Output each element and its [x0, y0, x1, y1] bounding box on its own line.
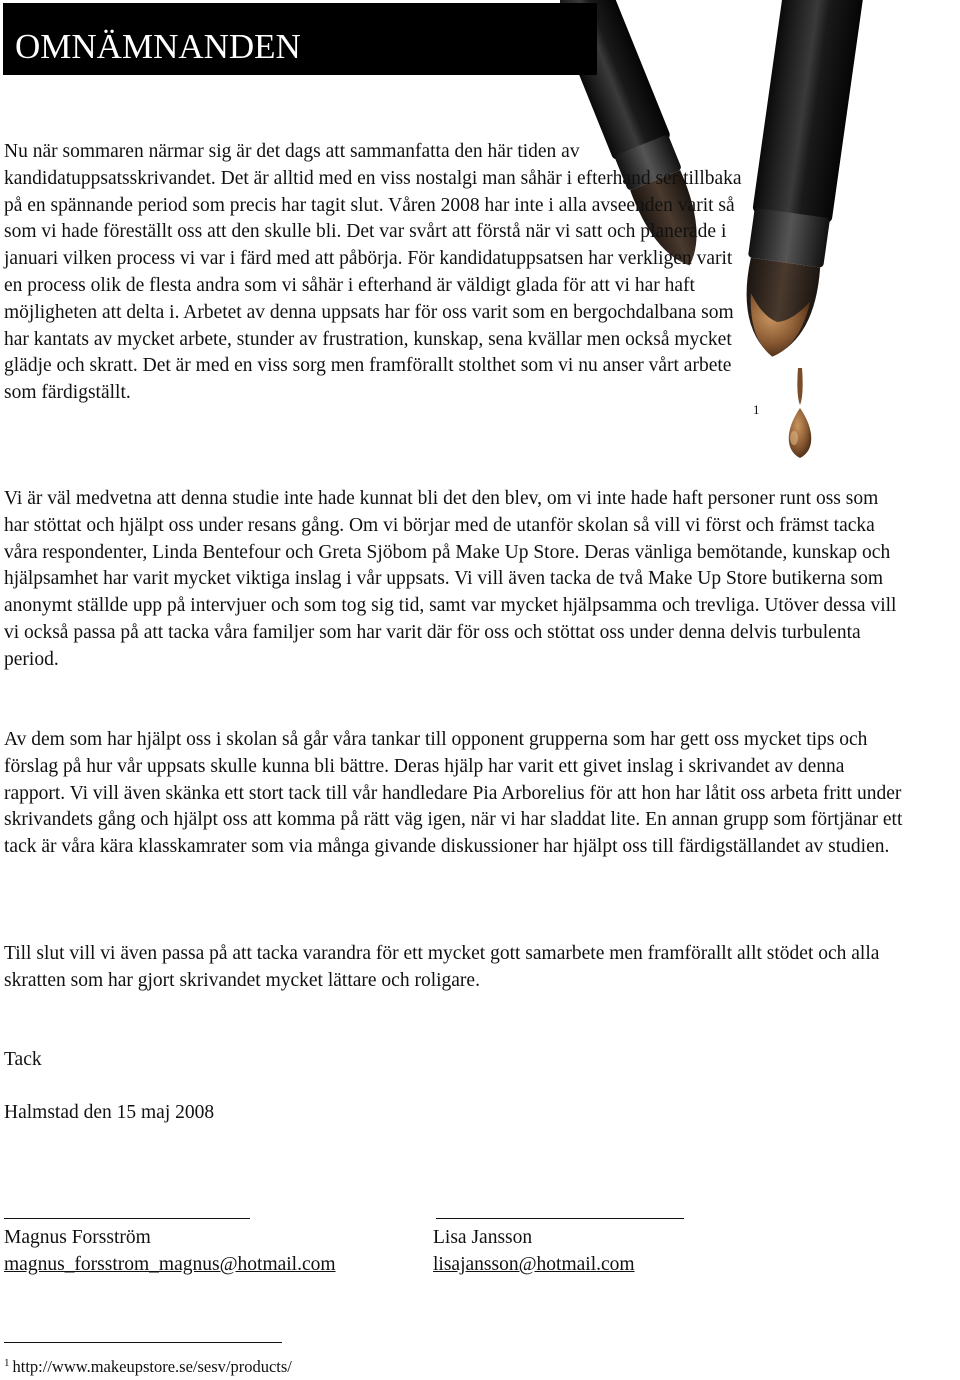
- paragraph-thanks-external: Vi är väl medvetna att denna studie inte hade kunnat bli det den blev, om vi inte hade haft personer runt oss som har stöttat och hjälpt oss under resans gång. Om vi börjar med de utanför skolan så vill vi först och främst tacka våra respondenter, Linda Bentefour och Greta Sjöbom på Make Up Store. Deras vänliga bemötande, kunskap och hjälpsamhet har varit mycket viktiga inslag i vår uppsats. Vi vill även tacka de två Make Up Store butikerna som anonymt ställde upp på intervjuer och som tog sig tid, samt var mycket hjälpsamma och trevliga. Utöver dessa vill vi också passa på att tacka våra familjer som har varit där för oss och stöttat oss under denna delvis turbulenta period.: [4, 488, 897, 670]
- signature-line: [4, 1218, 250, 1219]
- footnote-reference: 1: [753, 402, 760, 417]
- paragraph-intro: Nu när sommaren närmar sig är det dags att sammanfatta den här tiden av kandidatuppsatsskrivandet. Det är alltid med en viss nostalgi man såhär i efterhand ser tillbaka på en spännande period som precis har tagit slut. Våren 2008 har inte i alla avseenden varit så som vi hade föreställt oss att den skulle bli. Det var svårt att förstå när vi satt och planerade i januari vilken process vi var i färd med att påbörja. För kandidatuppsatsen har verkligen varit en process olik de flesta andra som vi såhär i efterhand är väldigt glada för att vi har haft möjligheten att delta i. Arbetet av denna uppsats har för oss varit som en bergochdalbana som har kantats av mycket arbete, stunder av frustration, kunskap, sena kvällar men också mycket glädje och skratt. Det är med en viss sorg men framförallt stolthet som vi nu anser vårt arbete som färdigställt.: [4, 141, 742, 404]
- footnote-marker: 1: [4, 1357, 10, 1369]
- footnote: [4, 1352, 292, 1378]
- signature-name: Lisa Jansson: [433, 1227, 533, 1248]
- paragraph-thanks-each-other: Till slut vill vi även passa på att tacka varandra för ett mycket gott samarbete men framförallt allt stödet och alla skratten som har gjort skrivandet mycket lättare och roligare.: [4, 943, 880, 991]
- signature-email-link[interactable]: lisajansson@hotmail.com: [433, 1254, 635, 1275]
- signature-line: [436, 1218, 684, 1219]
- paragraph-thanks-school: Av dem som har hjälpt oss i skolan så går våra tankar till opponent grupperna som har gett oss mycket tips och förslag på hur vår uppsats skulle kunna bli bättre. Deras hjälp har varit ett givet inslag i skrivandet av denna rapport. Vi vill även skänka ett stort tack till vår handledare Pia Arborelius för att hon har låtit oss arbeta fritt under skrivandets gång och hjälpt oss att komma på rätt väg igen, när vi har sladdat lite. En annan grupp som förtjänar ett tack är våra kära klasskamrater som via många givande diskussioner har hjälpt oss till färdigställandet av studien.: [4, 729, 903, 858]
- signature-name: Magnus Forsström: [4, 1227, 151, 1248]
- closing-text: Tack: [4, 1049, 42, 1070]
- footnote-url: http://www.makeupstore.se/sesv/products/: [12, 1357, 292, 1376]
- place-and-date: Halmstad den 15 maj 2008: [4, 1102, 215, 1123]
- page-title: OMNÄMNANDEN: [15, 27, 301, 66]
- footnote-divider: [4, 1342, 282, 1343]
- signature-email-link[interactable]: magnus_forsstrom_magnus@hotmail.com: [4, 1254, 336, 1275]
- title-bar: [3, 3, 597, 75]
